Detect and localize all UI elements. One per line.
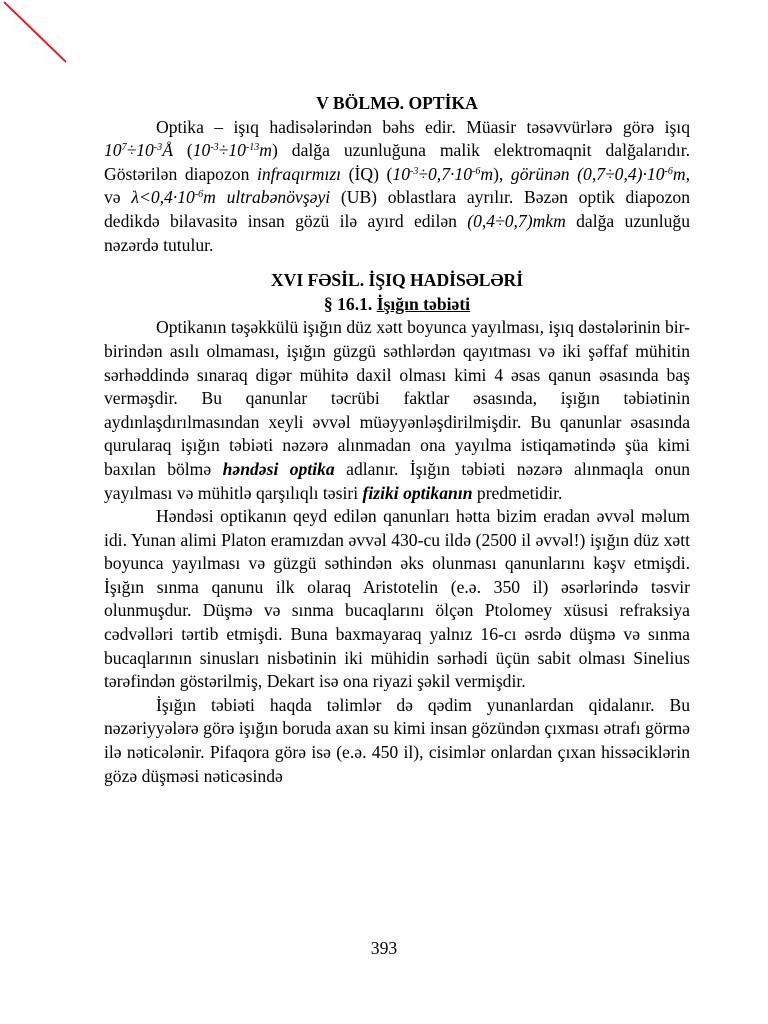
term-infrared: infraqırmızı	[256, 163, 342, 184]
term-geometric-optics: həndəsi optika	[222, 458, 335, 479]
page-number: 393	[370, 938, 398, 958]
section-title: İşığın təbiəti	[376, 293, 471, 314]
chapter-title: XVI FƏSİL. İŞIQ HADİSƏLƏRİ	[270, 270, 524, 291]
section-number: § 16.1.	[323, 293, 373, 314]
part-title: V BÖLMƏ. OPTİKA	[316, 93, 478, 113]
term-ultraviolet: ultrabənövşəyi	[226, 187, 331, 208]
body-paragraph-3: İşığın təbiəti haqda təlimlər də qədim yunanlardan qidalanır. Bu nəzəriyyələrə görə işığın boruda axan su kimi insan gözündən çıxması ətrafı görmə ilə nəticələnir. Pifaqora görə isə (e.ə. 450 il), cisimlər onlardan çıxan hissəciklərin gözə düşməsi nəticəsində	[104, 694, 690, 786]
red-corner-mark	[0, 0, 70, 64]
wavelength-range-angstrom: $10^7\div 10^{-3}Å$	[104, 140, 173, 161]
intro-paragraph: Optika – işıq hadisələrindən bəhs edir. Müasir təsəvvürlərə görə işıq $10^7\div 10^{-3}Å$ $(10^{-3}\div 10^{-13}m)$ dalğa uzunluğuna malik elektromaqnit dalğalarıdır. Göstərilən diapozon infraqırmızı (İQ) $(10^{-3}\div 0,7\cdot 10^{-6}m)$, görünən $(0,7\div 0,4)\cdot 10^{-6}m$, və $\lambda<0,4\cdot 10^{-6}m$ ultrabənövşəyi (UB) oblastlara ayrılır. Bəzən optik diapozon dedikdə bilavasitə insan gözü ilə ayırd edilən (0,4÷0,7)mkm dalğa uzunluğu nəzərdə tutulur.	[104, 116, 690, 255]
infrared-range: $10^{-3}\div 0,7\cdot 10^{-6}m$	[392, 163, 494, 184]
body-paragraph-1: Optikanın təşəkkülü işığın düz xətt boyunca yayılması, işıq dəstələrinin bir-birindən asılı olmaması, işığın güzgü səthlərdən qayıtması və iki şəffaf mühitin sərhəddində sınaraq digər mühitə daxil olması kimi 4 əsas qanun əsasında baş verməşdir. Bu qanunlar təcrübi faktlar əsasında, işığın təbiətinin aydınlaşdırılmasından xeyli əvvəl müəyyənləşdirilmişdir. Bu qanunlar əsasında qurularaq işığın təbiəti nəzərə alınmadan ona yayılma istiqamətində şüa kimi baxılan bölmə həndəsi optika adlanır. İşığın təbiəti nəzərə alınmaqla onun yayılması və mühitlə qarşılıqlı təsiri fiziki optikanın predmetidir.	[104, 317, 690, 503]
term-physical-optics: fiziki optikanın	[362, 482, 473, 503]
ultraviolet-range: $\lambda<0,4\cdot 10^{-6}m$	[131, 187, 216, 208]
section-heading	[104, 293, 690, 317]
term-visible: görünən	[510, 163, 570, 184]
visible-range: $(0,7\div 0,4)\cdot 10^{-6}m$	[577, 163, 686, 184]
book-page-text	[104, 92, 690, 788]
wavelength-range-meters: $10^{-3}\div 10^{-13}m$	[192, 140, 272, 161]
body-paragraph-2: Həndəsi optikanın qeyd edilən qanunları hətta bizim eradan əvvəl məlum idi. Yunan alimi Platon eramızdan əvvəl 430-cu ildə (2500 il əvvəl!) işığın düz xətt boyunca yayılması və güzgü səthindən əks olunması qanunlarını kəşv etmişdi. İşığın sınma qanunu ilk olaraq Aristotelin (e.ə. 350 il) əsərlərində təsvir olunmuşdur. Düşmə və sınma bucaqlarını ölçən Ptolomey xüsusi refraksiya cədvəlləri tərtib etmişdi. Buna baxmayaraq yalnız 16-cı əsrdə düşmə və sınma bucaqlarının sinusları nisbətinin iki mühidin sərhədi üçün sabit olması Sinelius tərəfindən göstərilmiş, Dekart isə ona riyazi şəkil vermişdir.	[104, 506, 690, 692]
eye-visible-range: (0,4÷0,7)mkm	[467, 210, 566, 231]
